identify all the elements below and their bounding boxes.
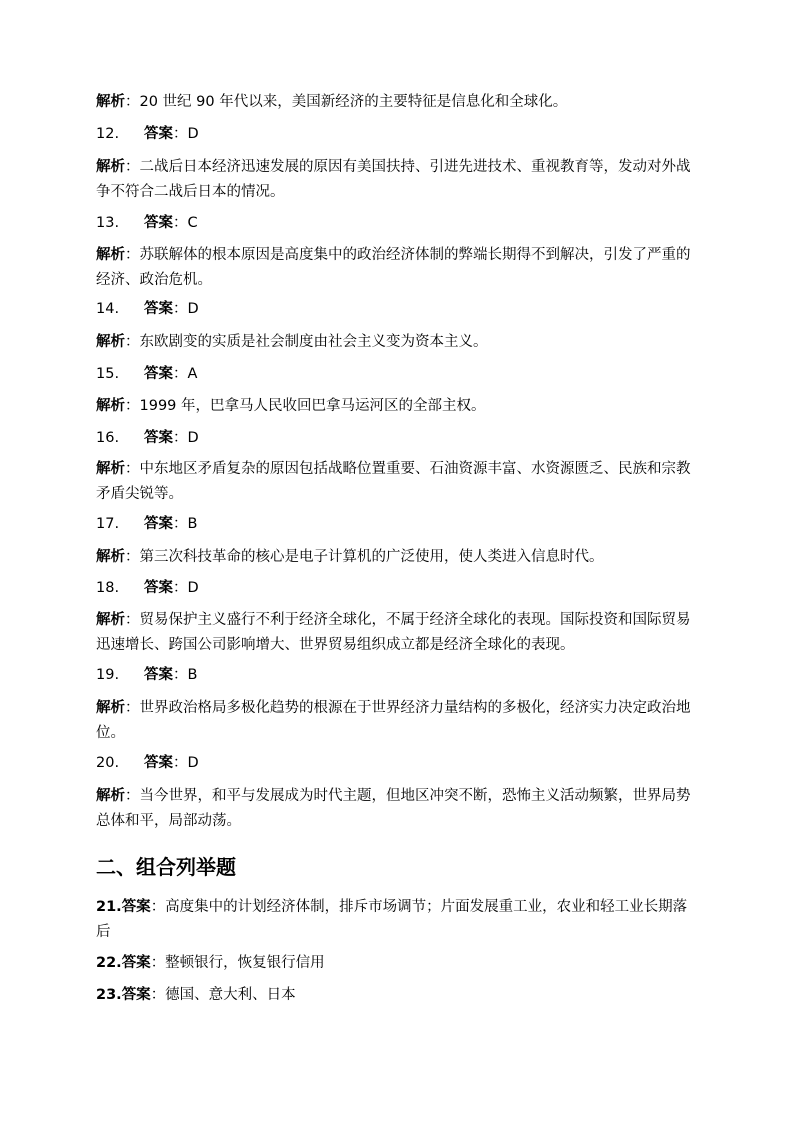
answer-label: 答案 xyxy=(144,215,173,231)
answer-line xyxy=(96,122,706,147)
explanation-continuation: 迅速增长、跨国公司影响增大、世界贸易组织成立都是经济全球化的表现。 xyxy=(96,637,575,653)
question-number: 14. xyxy=(96,301,120,317)
explanation-label: 解析 xyxy=(96,334,125,350)
answer-label: 答案 xyxy=(121,987,151,1003)
explanation-continuation: 矛盾尖锐等。 xyxy=(96,486,183,502)
explanation-text: ：20 世纪 90 年代以来，美国新经济的主要特征是信息化和全球化。 xyxy=(125,94,568,110)
explanation-line xyxy=(96,457,706,482)
answer-value: ：D xyxy=(173,580,199,596)
explanation-line xyxy=(96,696,706,721)
answer-line xyxy=(96,211,706,236)
explanation-continuation: 争不符合二战后日本的情况。 xyxy=(96,184,285,200)
explanation-continuation: 经济、政治危机。 xyxy=(96,272,212,288)
explanation-label: 解析 xyxy=(96,94,125,110)
question-number: 18. xyxy=(96,580,120,596)
explanation-text: ：贸易保护主义盛行不利于经济全球化，不属于经济全球化的表现。国际投资和国际贸易 xyxy=(125,612,691,628)
explanation-continuation: 总体和平，局部动荡。 xyxy=(96,813,241,829)
question-number: 16. xyxy=(96,430,120,446)
explanation-line xyxy=(96,394,706,419)
answer-label: 答案 xyxy=(144,667,173,683)
explanation-line xyxy=(96,330,706,355)
explanation-line xyxy=(96,784,706,809)
answer-label: 答案 xyxy=(121,899,151,915)
question-number: 17. xyxy=(96,516,120,532)
explanation-label: 解析 xyxy=(96,788,125,804)
answer-value: ：C xyxy=(173,215,198,231)
section-heading: 二、组合列举题 xyxy=(96,855,236,879)
explanation-line xyxy=(96,90,706,115)
question-number: 19. xyxy=(96,667,120,683)
combo-answer-line xyxy=(96,895,706,920)
explanation-text: ：当今世界，和平与发展成为时代主题，但地区冲突不断，恐怖主义活动频繁，世界局势 xyxy=(125,788,691,804)
answer-line xyxy=(96,751,706,776)
question-number: 12. xyxy=(96,126,120,142)
explanation-text: ：中东地区矛盾复杂的原因包括战略位置重要、石油资源丰富、水资源匮乏、民族和宗教 xyxy=(125,461,691,477)
answer-line xyxy=(96,512,706,537)
explanation-line xyxy=(96,243,706,268)
question-number: 20. xyxy=(96,755,120,771)
combo-answer-line xyxy=(96,951,706,976)
question-number: 15. xyxy=(96,366,120,382)
answer-line xyxy=(96,426,706,451)
answer-text: ：德国、意大利、日本 xyxy=(150,987,296,1003)
answer-continuation: 后 xyxy=(96,924,111,940)
question-number: 21. xyxy=(96,899,122,915)
question-number: 22. xyxy=(96,955,122,971)
explanation-text: ：二战后日本经济迅速发展的原因有美国扶持、引进先进技术、重视教育等，发动对外战 xyxy=(125,159,691,175)
explanation-label: 解析 xyxy=(96,159,125,175)
answer-value: ：B xyxy=(173,667,198,683)
explanation-line xyxy=(96,155,706,180)
answer-label: 答案 xyxy=(121,955,151,971)
answer-value: ：D xyxy=(173,301,199,317)
answer-value: ：D xyxy=(173,126,199,142)
explanation-continuation: 位。 xyxy=(96,725,125,741)
answer-label: 答案 xyxy=(144,580,173,596)
answer-label: 答案 xyxy=(144,366,173,382)
explanation-label: 解析 xyxy=(96,398,125,414)
explanation-label: 解析 xyxy=(96,549,125,565)
explanation-text: ：世界政治格局多极化趋势的根源在于世界经济力量结构的多极化，经济实力决定政治地 xyxy=(125,700,691,716)
explanation-text: ：1999 年，巴拿马人民收回巴拿马运河区的全部主权。 xyxy=(125,398,486,414)
explanation-line xyxy=(96,608,706,633)
answer-text: ：高度集中的计划经济体制，排斥市场调节；片面发展重工业，农业和轻工业长期落 xyxy=(150,899,688,915)
answer-label: 答案 xyxy=(144,516,173,532)
explanation-label: 解析 xyxy=(96,612,125,628)
answer-label: 答案 xyxy=(144,301,173,317)
explanation-line xyxy=(96,545,706,570)
question-number: 13. xyxy=(96,215,120,231)
answer-line xyxy=(96,663,706,688)
answer-label: 答案 xyxy=(144,430,173,446)
answer-label: 答案 xyxy=(144,126,173,142)
combo-answer-line xyxy=(96,983,706,1008)
explanation-text: ：第三次科技革命的核心是电子计算机的广泛使用，使人类进入信息时代。 xyxy=(125,549,604,565)
answer-line xyxy=(96,362,706,387)
answer-line xyxy=(96,297,706,322)
explanation-label: 解析 xyxy=(96,247,125,263)
answer-label: 答案 xyxy=(144,755,173,771)
answer-text: ：整顿银行，恢复银行信用 xyxy=(150,955,325,971)
answer-value: ：D xyxy=(173,430,199,446)
answer-value: ：B xyxy=(173,516,198,532)
explanation-label: 解析 xyxy=(96,700,125,716)
explanation-text: ：苏联解体的根本原因是高度集中的政治经济体制的弊端长期得不到解决，引发了严重的 xyxy=(125,247,691,263)
explanation-label: 解析 xyxy=(96,461,125,477)
explanation-text: ：东欧剧变的实质是社会制度由社会主义变为资本主义。 xyxy=(125,334,488,350)
answer-value: ：D xyxy=(173,755,199,771)
question-number: 23. xyxy=(96,987,122,1003)
answer-line xyxy=(96,576,706,601)
answer-value: ：A xyxy=(173,366,198,382)
